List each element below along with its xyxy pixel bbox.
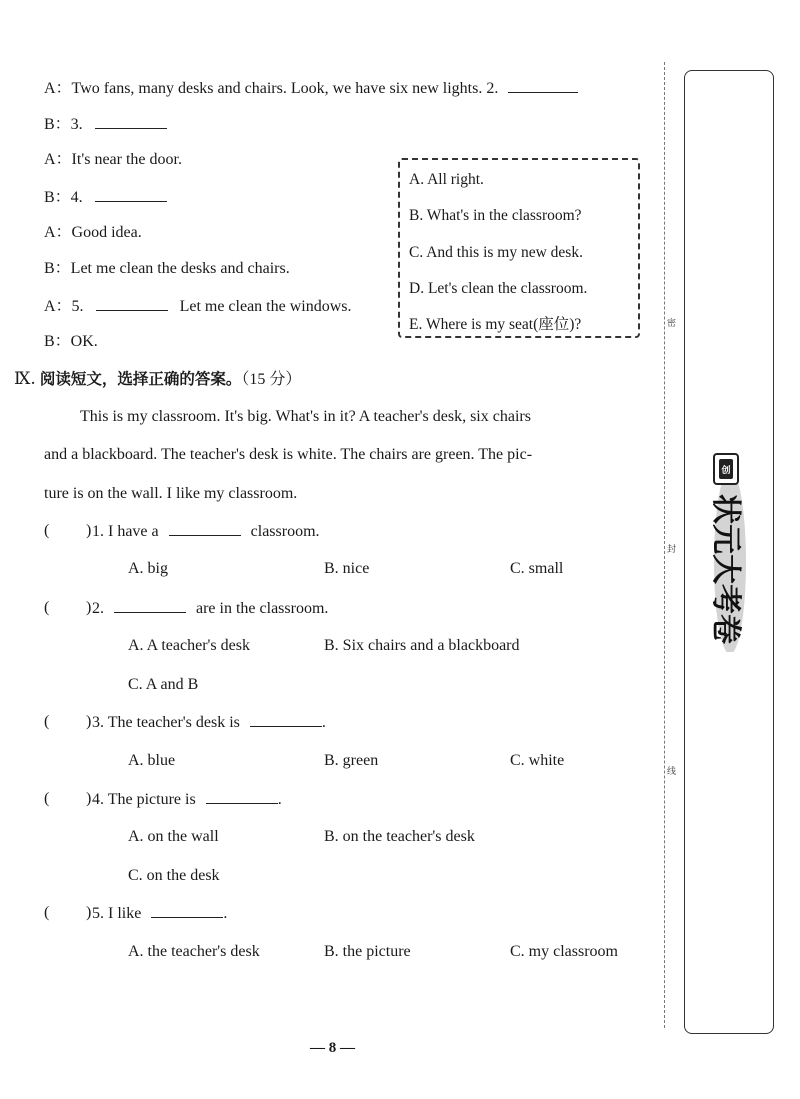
question-2-option-b[interactable]: B. Six chairs and a blackboard — [324, 637, 520, 654]
option-box-item-e: E. Where is my seat(座位)? — [409, 316, 582, 333]
answer-blank-2[interactable] — [508, 78, 578, 93]
dialogue-line-5: A：Good idea. — [44, 224, 142, 241]
option-box-item-d: D. Let's clean the classroom. — [409, 280, 588, 297]
dialogue-line-4-text: B：4. — [44, 189, 83, 206]
dialogue-line-1-text: A：Two fans, many desks and chairs. Look, we have six new lights. 2. — [44, 80, 499, 97]
answer-paren-open-4: ( — [44, 790, 50, 807]
dialogue-line-1 — [44, 78, 578, 99]
answer-paren-close-2: ) — [86, 599, 92, 616]
question-2-text-after: are in the classroom. — [196, 600, 329, 617]
question-1-option-a[interactable]: A. big — [128, 560, 168, 577]
question-5-option-c[interactable]: C. my classroom — [510, 943, 618, 960]
passage-line-3: ture is on the wall. I like my classroom. — [44, 485, 298, 502]
dialogue-line-8: B：OK. — [44, 333, 98, 350]
answer-paren-open-2: ( — [44, 599, 50, 616]
dialogue-line-7 — [44, 296, 352, 317]
question-4-text-before: The picture is — [107, 791, 196, 808]
seal-mark-top: 密 — [667, 319, 677, 329]
question-3-option-a[interactable]: A. blue — [128, 752, 176, 769]
passage-line-1: This is my classroom. It's big. What's in it? A teacher's desk, six chairs — [80, 408, 531, 425]
question-3-option-b[interactable]: B. green — [324, 752, 379, 769]
dialogue-line-2 — [44, 114, 167, 135]
question-5-text-before: I like — [108, 905, 142, 922]
section-title: 阅读短文，选择正确的答案。 — [39, 370, 242, 388]
question-1-text-before: I have a — [108, 523, 159, 540]
answer-blank-5[interactable] — [96, 296, 168, 311]
seal-mark-middle: 封 — [667, 545, 677, 555]
answer-paren-open-5: ( — [44, 904, 50, 921]
question-4-number: 4. — [92, 791, 104, 808]
dialogue-line-6: B：Let me clean the desks and chairs. — [44, 260, 290, 277]
option-box — [398, 158, 640, 338]
question-5-number: 5. — [92, 905, 104, 922]
answer-blank-4[interactable] — [95, 187, 167, 202]
question-3-blank[interactable] — [250, 712, 322, 727]
brand-logo — [700, 452, 760, 652]
option-box-item-c: C. And this is my new desk. — [409, 244, 583, 261]
question-2-option-c[interactable]: C. A and B — [128, 676, 199, 693]
dialogue-line-3: A：It's near the door. — [44, 151, 182, 168]
question-2 — [92, 598, 328, 619]
question-3 — [92, 712, 326, 733]
question-2-number: 2. — [92, 600, 104, 617]
binding-dashed-line — [664, 62, 665, 1028]
question-1 — [92, 521, 320, 542]
question-1-blank[interactable] — [169, 521, 241, 536]
question-4-option-b[interactable]: B. on the teacher's desk — [324, 828, 475, 845]
question-4-blank[interactable] — [206, 789, 278, 804]
question-5-option-b[interactable]: B. the picture — [324, 943, 411, 960]
page-number: — 8 — — [310, 1040, 355, 1056]
question-4-text-after: . — [277, 791, 282, 808]
dialogue-line-7-prefix: A：5. — [44, 298, 84, 315]
answer-paren-close-5: ) — [86, 904, 92, 921]
answer-paren-close-3: ) — [86, 713, 92, 730]
question-2-blank[interactable] — [114, 598, 186, 613]
question-3-number: 3. — [92, 714, 104, 731]
brand-logo-text: 状元大考卷 — [708, 494, 743, 644]
section-number: Ⅸ. — [14, 369, 36, 389]
question-5-blank[interactable] — [151, 903, 223, 918]
question-5-option-a[interactable]: A. the teacher's desk — [128, 943, 260, 960]
passage-line-2: and a blackboard. The teacher's desk is white. The chairs are green. The pic- — [44, 446, 533, 463]
seal-mark-bottom: 线 — [667, 767, 677, 777]
section-heading — [14, 368, 301, 391]
answer-paren-close-1: ) — [86, 522, 92, 539]
section-score: （15 分） — [241, 371, 302, 388]
question-3-option-c[interactable]: C. white — [510, 752, 565, 769]
question-5 — [92, 903, 227, 924]
question-3-text-before: The teacher's desk is — [107, 714, 240, 731]
dialogue-line-4 — [44, 187, 167, 208]
answer-paren-close-4: ) — [86, 790, 92, 807]
dialogue-line-7-suffix: Let me clean the windows. — [179, 298, 352, 315]
svg-text:创: 创 — [721, 466, 731, 476]
dialogue-line-2-text: B：3. — [44, 116, 83, 133]
question-4-option-a[interactable]: A. on the wall — [128, 828, 219, 845]
question-1-option-b[interactable]: B. nice — [324, 560, 370, 577]
question-1-option-c[interactable]: C. small — [510, 560, 564, 577]
answer-paren-open-1: ( — [44, 522, 50, 539]
question-5-text-after: . — [223, 905, 228, 922]
question-1-number: 1. — [92, 523, 104, 540]
question-4-option-c[interactable]: C. on the desk — [128, 867, 220, 884]
option-box-item-b: B. What's in the classroom? — [409, 207, 582, 224]
question-2-option-a[interactable]: A. A teacher's desk — [128, 637, 250, 654]
question-3-text-after: . — [321, 714, 326, 731]
question-1-text-after: classroom. — [250, 523, 320, 540]
option-box-item-a: A. All right. — [409, 171, 484, 188]
question-4 — [92, 789, 282, 810]
answer-blank-3[interactable] — [95, 114, 167, 129]
answer-paren-open-3: ( — [44, 713, 50, 730]
